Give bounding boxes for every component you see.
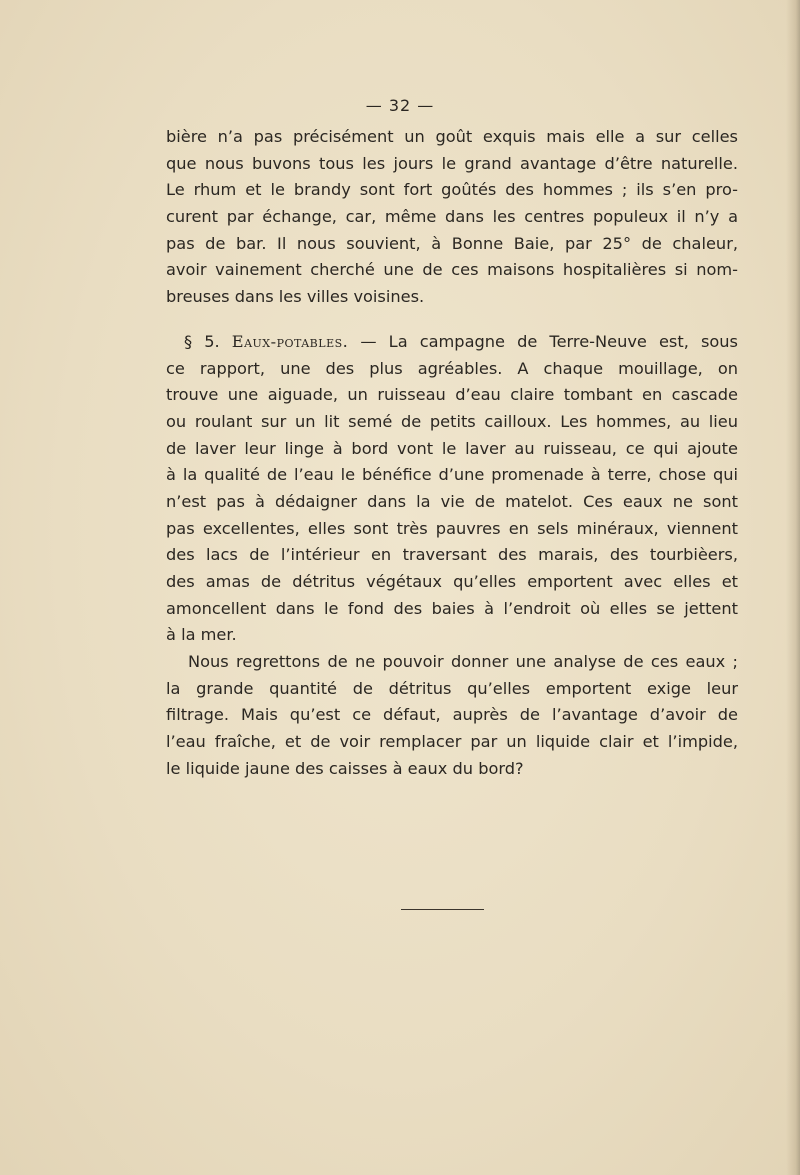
- text-line: ou roulant sur un lit semé de petits cailloux. Les hommes, au lieu: [166, 411, 738, 431]
- section-first-line-rest: — La campagne de Terre-Neuve est, sous: [360, 331, 738, 351]
- text-line: Nous regrettons de ne pouvoir donner une analyse de ces eaux ;: [188, 652, 738, 672]
- end-rule: [401, 909, 484, 910]
- section-number: § 5.: [184, 331, 220, 351]
- text-line: l’eau fraîche, et de voir remplacer par un liquide clair et l’impide,: [166, 732, 738, 752]
- text-line: de laver leur linge à bord vont le laver au ruisseau, ce qui ajoute: [166, 438, 738, 458]
- page-number: — 32 —: [365, 96, 435, 115]
- text-line: bière n’a pas précisément un goût exquis mais elle a sur celles: [166, 127, 738, 146]
- text-line: avoir vainement cherché une de ces maisons hospitalières si nom-: [166, 260, 738, 280]
- body-text: [166, 124, 738, 783]
- text-line: pas excellentes, elles sont très pauvres en sels minéraux, viennent: [166, 518, 738, 538]
- text-line: curent par échange, car, même dans les centres populeux il n’y a: [166, 207, 738, 227]
- text-line: à la mer.: [166, 625, 237, 645]
- paragraph-gap: [166, 311, 738, 329]
- text-line: la grande quantité de détritus qu’elles emportent exige leur: [166, 678, 738, 698]
- page-edge-shadow: [786, 0, 800, 1175]
- text-line: Le rhum et le brandy sont fort goûtés des hommes ; ils s’en pro-: [166, 180, 738, 200]
- text-line: des amas de détritus végétaux qu’elles emportent avec elles et: [166, 572, 738, 591]
- text-line: le liquide jaune des caisses à eaux du bord?: [166, 758, 524, 778]
- text-line: filtrage. Mais qu’est ce défaut, auprès de l’avantage d’avoir de: [166, 705, 738, 725]
- text-line: des lacs de l’intérieur en traversant des marais, des tourbièers,: [166, 545, 738, 565]
- section-heading-line: [166, 329, 738, 356]
- text-line: ce rapport, une des plus agréables. A chaque mouillage, on: [166, 358, 738, 378]
- text-line: pas de bar. Il nous souvient, à Bonne Baie, par 25° de chaleur,: [166, 233, 738, 253]
- text-line: à la qualité de l’eau le bénéfice d’une promenade à terre, chose qui: [166, 465, 738, 485]
- text-line: trouve une aiguade, un ruisseau d’eau claire tombant en cascade: [166, 385, 738, 405]
- text-line: amoncellent dans le fond des baies à l’endroit où elles se jettent: [166, 598, 738, 618]
- text-line: n’est pas à dédaigner dans la vie de matelot. Ces eaux ne sont: [166, 491, 738, 511]
- section-title: Eaux-potables.: [231, 331, 349, 351]
- text-line: que nous buvons tous les jours le grand avantage d’être naturelle.: [166, 153, 738, 173]
- text-line: breuses dans les villes voisines.: [166, 287, 425, 307]
